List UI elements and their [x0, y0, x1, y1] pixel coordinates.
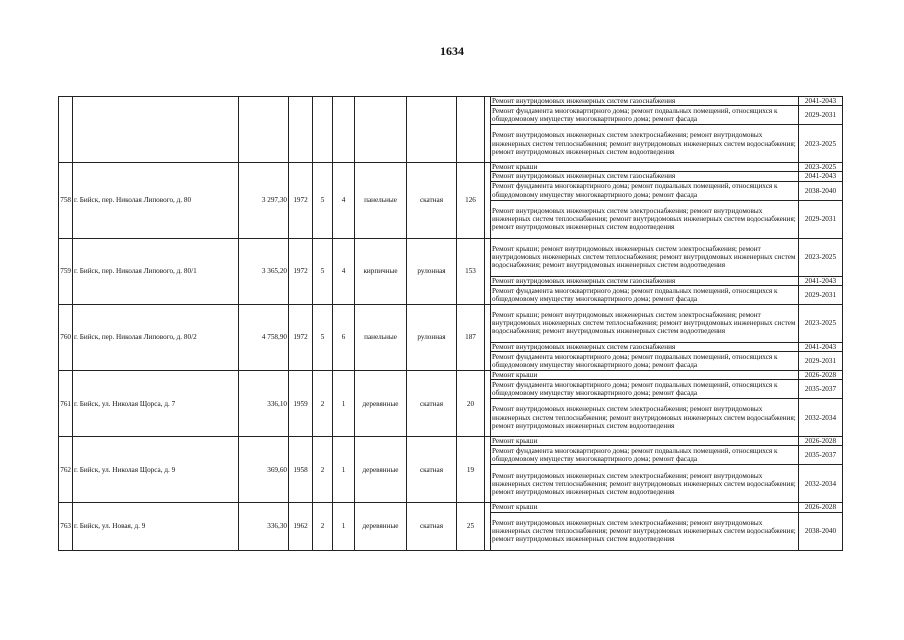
- repair-period: 2029-2031: [799, 200, 843, 238]
- record-apartments: 20: [457, 371, 485, 437]
- repair-period: 2029-2031: [799, 106, 843, 125]
- repair-period: 2029-2031: [799, 285, 843, 304]
- table-row: [59, 163, 843, 172]
- table-row: [59, 238, 843, 276]
- record-year: 1962: [289, 503, 313, 550]
- table-row: [59, 503, 843, 512]
- record-roof-type: рулонная: [407, 304, 457, 370]
- table-row: [59, 97, 843, 106]
- record-address: г. Бийск, ул. Новая, д. 9: [73, 503, 239, 550]
- repair-period: 2038-2040: [799, 512, 843, 550]
- repair-period: 2035-2037: [799, 446, 843, 465]
- repair-period: 2041-2043: [799, 342, 843, 351]
- repair-period: 2035-2037: [799, 380, 843, 399]
- record-floors: 2: [313, 371, 333, 437]
- record-year: 1959: [289, 371, 313, 437]
- record-area: 3 365,20: [239, 238, 289, 304]
- repair-work-type: Ремонт крыши; ремонт внутридомовых инженерных систем электроснабжения; ремонт внутридомовых инженерных систем теплоснабжения; ремонт внутридомовых инженерных систем водоснабжения; ремонт внутридомовых инженерных систем водоотведения: [491, 238, 799, 276]
- repair-period: 2026-2028: [799, 503, 843, 512]
- record-number: 760: [59, 304, 73, 370]
- record-floors: 5: [313, 238, 333, 304]
- repair-work-type: Ремонт внутридомовых инженерных систем электроснабжения; ремонт внутридомовых инженерных систем теплоснабжения; ремонт внутридомовых инженерных систем водоснабжения; ремонт внутридомовых инженерных систем водоотведения: [491, 399, 799, 437]
- record-area: 336,30: [239, 503, 289, 550]
- repair-period: 2023-2025: [799, 304, 843, 342]
- repair-work-type: Ремонт крыши: [491, 371, 799, 380]
- repair-work-type: Ремонт внутридомовых инженерных систем газоснабжения: [491, 342, 799, 351]
- record-year: [289, 97, 313, 163]
- repair-period: 2041-2043: [799, 97, 843, 106]
- record-floors: 5: [313, 163, 333, 238]
- record-roof-type: скатная: [407, 437, 457, 503]
- record-entrances: 6: [333, 304, 355, 370]
- record-area: 4 758,90: [239, 304, 289, 370]
- record-apartments: 187: [457, 304, 485, 370]
- record-floors: 5: [313, 304, 333, 370]
- repair-work-type: Ремонт крыши: [491, 503, 799, 512]
- repair-work-type: Ремонт фундамента многоквартирного дома; ремонт подвальных помещений, относящихся к общедомовому имуществу многоквартирного дома; ремонт фасада: [491, 106, 799, 125]
- repair-work-type: Ремонт внутридомовых инженерных систем электроснабжения; ремонт внутридомовых инженерных систем теплоснабжения; ремонт внутридомовых инженерных систем водоснабжения; ремонт внутридомовых инженерных систем водоотведения: [491, 512, 799, 550]
- record-floors: 2: [313, 503, 333, 550]
- record-address: г. Бийск, ул. Николая Щорса, д. 9: [73, 437, 239, 503]
- repair-work-type: Ремонт фундамента многоквартирного дома; ремонт подвальных помещений, относящихся к общедомовому имуществу многоквартирного дома; ремонт фасада: [491, 380, 799, 399]
- record-area: [239, 97, 289, 163]
- repair-period: 2032-2034: [799, 465, 843, 503]
- record-area: 3 297,30: [239, 163, 289, 238]
- record-address: [73, 97, 239, 163]
- record-wall-material: панельные: [355, 304, 407, 370]
- record-number: 762: [59, 437, 73, 503]
- record-wall-material: деревянные: [355, 371, 407, 437]
- table-row: [59, 437, 843, 446]
- record-address: г. Бийск, пер. Николая Липового, д. 80: [73, 163, 239, 238]
- record-roof-type: скатная: [407, 163, 457, 238]
- record-apartments: 19: [457, 437, 485, 503]
- record-wall-material: деревянные: [355, 437, 407, 503]
- repair-period: 2023-2025: [799, 238, 843, 276]
- repair-work-type: Ремонт внутридомовых инженерных систем газоснабжения: [491, 276, 799, 285]
- repair-work-type: Ремонт фундамента многоквартирного дома; ремонт подвальных помещений, относящихся к общедомовому имуществу многоквартирного дома; ремонт фасада: [491, 285, 799, 304]
- record-roof-type: скатная: [407, 371, 457, 437]
- record-address: г. Бийск, пер. Николая Липового, д. 80/2: [73, 304, 239, 370]
- record-roof-type: [407, 97, 457, 163]
- repair-work-type: Ремонт внутридомовых инженерных систем газоснабжения: [491, 97, 799, 106]
- record-year: 1972: [289, 304, 313, 370]
- record-apartments: 25: [457, 503, 485, 550]
- record-address: г. Бийск, ул. Николая Щорса, д. 7: [73, 371, 239, 437]
- page-number: 1634: [440, 44, 464, 58]
- record-entrances: 1: [333, 437, 355, 503]
- repair-work-type: Ремонт внутридомовых инженерных систем газоснабжения: [491, 172, 799, 181]
- repair-work-type: Ремонт фундамента многоквартирного дома; ремонт подвальных помещений, относящихся к общедомовому имуществу многоквартирного дома; ремонт фасада: [491, 352, 799, 371]
- record-number: 763: [59, 503, 73, 550]
- record-roof-type: рулонная: [407, 238, 457, 304]
- record-address: г. Бийск, пер. Николая Липового, д. 80/1: [73, 238, 239, 304]
- record-entrances: 4: [333, 238, 355, 304]
- record-entrances: 1: [333, 503, 355, 550]
- record-year: 1958: [289, 437, 313, 503]
- record-number: 761: [59, 371, 73, 437]
- repair-work-type: Ремонт внутридомовых инженерных систем электроснабжения; ремонт внутридомовых инженерных систем теплоснабжения; ремонт внутридомовых инженерных систем водоснабжения; ремонт внутридомовых инженерных систем водоотведения: [491, 465, 799, 503]
- repair-work-type: Ремонт фундамента многоквартирного дома; ремонт подвальных помещений, относящихся к общедомовому имуществу многоквартирного дома; ремонт фасада: [491, 446, 799, 465]
- repair-work-type: Ремонт внутридомовых инженерных систем электроснабжения; ремонт внутридомовых инженерных систем теплоснабжения; ремонт внутридомовых инженерных систем водоснабжения; ремонт внутридомовых инженерных систем водоотведения: [491, 200, 799, 238]
- repair-period: 2026-2028: [799, 371, 843, 380]
- table-row: [59, 304, 843, 342]
- record-floors: [313, 97, 333, 163]
- repair-period: 2032-2034: [799, 399, 843, 437]
- record-number: 758: [59, 163, 73, 238]
- record-entrances: [333, 97, 355, 163]
- repair-period: 2038-2040: [799, 181, 843, 200]
- record-floors: 2: [313, 437, 333, 503]
- repair-work-type: Ремонт крыши: [491, 437, 799, 446]
- repair-period: 2041-2043: [799, 276, 843, 285]
- record-entrances: 1: [333, 371, 355, 437]
- repair-period: 2023-2025: [799, 125, 843, 163]
- record-wall-material: деревянные: [355, 503, 407, 550]
- record-wall-material: кирпичные: [355, 238, 407, 304]
- record-number: 759: [59, 238, 73, 304]
- repair-period: 2023-2025: [799, 163, 843, 172]
- repair-work-type: Ремонт фундамента многоквартирного дома; ремонт подвальных помещений, относящихся к общедомовому имуществу многоквартирного дома; ремонт фасада: [491, 181, 799, 200]
- record-year: 1972: [289, 163, 313, 238]
- repair-work-type: Ремонт крыши; ремонт внутридомовых инженерных систем электроснабжения; ремонт внутридомовых инженерных систем теплоснабжения; ремонт внутридомовых инженерных систем водоснабжения; ремонт внутридомовых инженерных систем водоотведения: [491, 304, 799, 342]
- repair-work-type: Ремонт крыши: [491, 163, 799, 172]
- repair-period: 2029-2031: [799, 352, 843, 371]
- record-apartments: 126: [457, 163, 485, 238]
- record-roof-type: скатная: [407, 503, 457, 550]
- record-apartments: [457, 97, 485, 163]
- record-apartments: 153: [457, 238, 485, 304]
- table-row: [59, 371, 843, 380]
- record-year: 1972: [289, 238, 313, 304]
- record-wall-material: [355, 97, 407, 163]
- record-entrances: 4: [333, 163, 355, 238]
- record-area: 336,10: [239, 371, 289, 437]
- record-number: [59, 97, 73, 163]
- record-wall-material: панельные: [355, 163, 407, 238]
- repair-period: 2041-2043: [799, 172, 843, 181]
- capital-repair-table: [58, 96, 843, 551]
- repair-period: 2026-2028: [799, 437, 843, 446]
- repair-work-type: Ремонт внутридомовых инженерных систем электроснабжения; ремонт внутридомовых инженерных систем теплоснабжения; ремонт внутридомовых инженерных систем водоснабжения; ремонт внутридомовых инженерных систем водоотведения: [491, 125, 799, 163]
- record-area: 369,60: [239, 437, 289, 503]
